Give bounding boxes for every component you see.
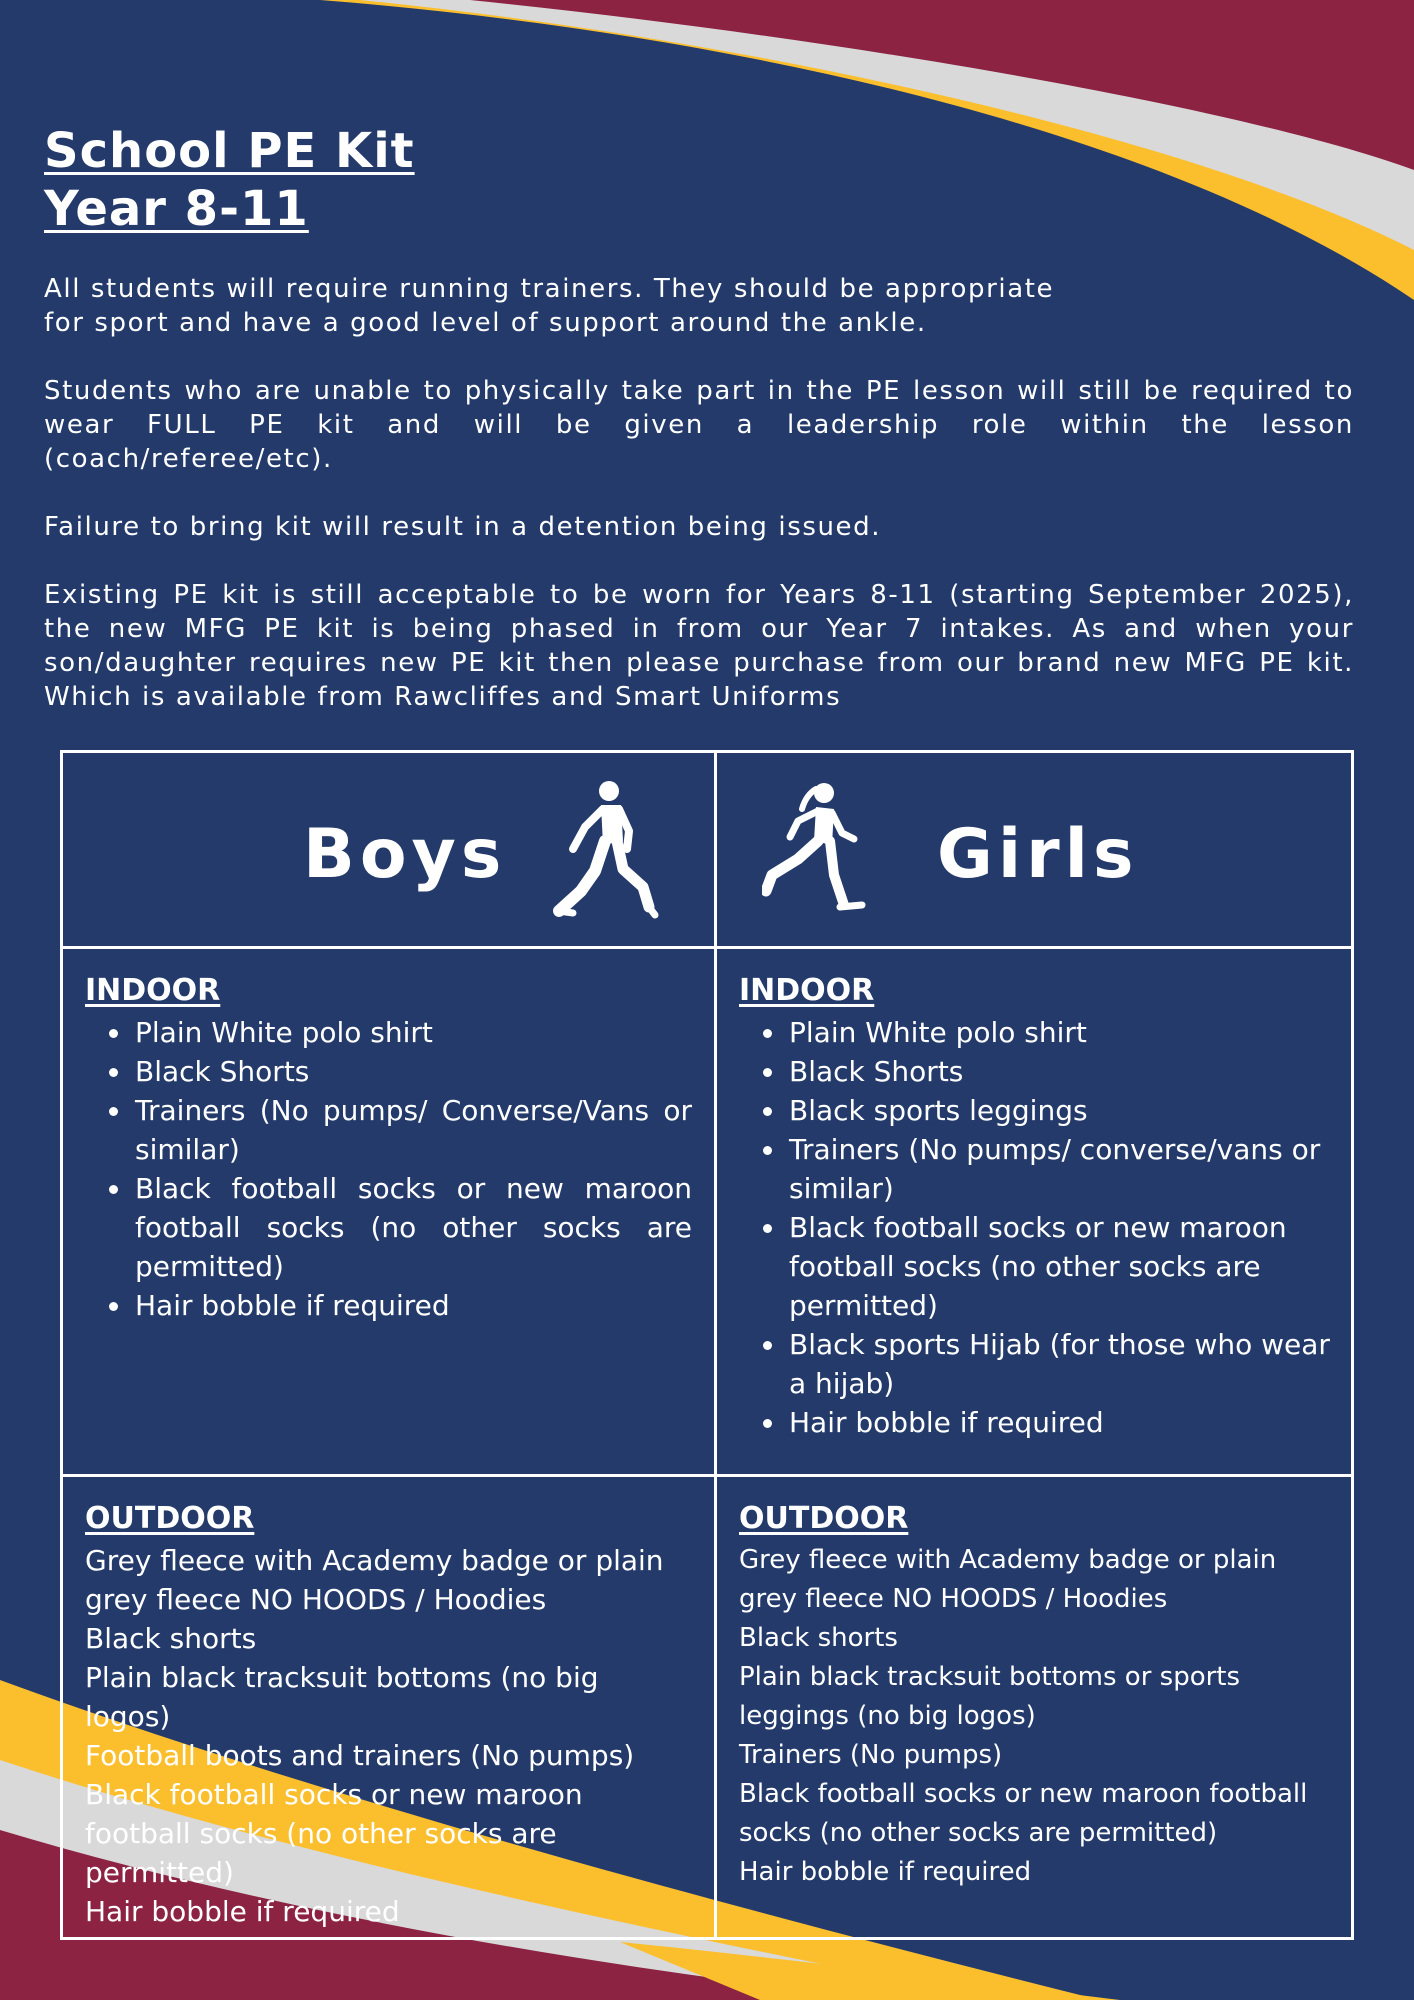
intro-paragraph-existing-kit: Existing PE kit is still acceptable to be worn for Years 8-11 (starting September 2025), the new MFG PE kit is being phased in from our Year 7 intakes. As and when your son/daughter requires new PE kit then please purchase from our brand new MFG PE kit. Which is available from Rawcliffes and Smart Uniforms — [44, 580, 1354, 712]
title-line-1: School PE Kit — [44, 123, 415, 179]
boys-outdoor-cell — [63, 1477, 717, 1937]
list-item: Grey fleece with Academy badge or plain grey fleece NO HOODS / Hoodies — [739, 1545, 1277, 1614]
boys-indoor-list — [85, 1013, 692, 1325]
list-item: • Black Shorts — [787, 1052, 1332, 1091]
boys-indoor-cell — [63, 949, 717, 1477]
list-item: Football boots and trainers (No pumps) — [85, 1739, 635, 1772]
list-item: • Black football socks or new maroon football socks (no other socks are permitted) — [133, 1169, 692, 1286]
list-item: • Trainers (No pumps/ Converse/Vans or similar) — [133, 1091, 692, 1169]
list-item: • Black sports Hijab (for those who wear a hijab) — [787, 1325, 1332, 1403]
boys-outdoor-list — [85, 1541, 692, 1931]
girls-label: Girls — [937, 815, 1139, 894]
kit-table — [60, 750, 1354, 1940]
list-item: Black shorts — [739, 1623, 898, 1653]
list-item: • Plain White polo shirt — [787, 1013, 1332, 1052]
girls-indoor-list — [739, 1013, 1332, 1442]
boys-label: Boys — [303, 815, 507, 894]
girls-outdoor-cell — [717, 1477, 1354, 1937]
girls-outdoor-list — [739, 1541, 1332, 1892]
running-man-icon — [551, 779, 661, 925]
list-item: • Black football socks or new maroon football socks (no other socks are permitted) — [787, 1208, 1332, 1325]
list-item: • Plain White polo shirt — [133, 1013, 692, 1052]
list-item: • Hair bobble if required — [133, 1286, 692, 1325]
intro-text — [44, 272, 1354, 748]
list-item: Plain black tracksuit bottoms (no big logos) — [85, 1661, 599, 1733]
running-woman-icon — [762, 779, 872, 925]
list-item: • Trainers (No pumps/ converse/vans or similar) — [787, 1130, 1332, 1208]
list-item: • Black sports leggings — [787, 1091, 1332, 1130]
list-item: Black shorts — [85, 1622, 257, 1655]
list-item: Hair bobble if required — [85, 1895, 400, 1928]
girls-indoor-title: INDOOR — [739, 973, 875, 1008]
list-item: • Hair bobble if required — [787, 1403, 1332, 1442]
boys-header-cell — [63, 753, 717, 949]
list-item: • Black Shorts — [133, 1052, 692, 1091]
page-title — [44, 122, 415, 238]
intro-paragraph-trainers: All students will require running trainers. They should be appropriate for sport and have a good level of support around the ankle. — [44, 274, 1055, 338]
intro-paragraph-detention: Failure to bring kit will result in a detention being issued. — [44, 512, 882, 542]
list-item: Black football socks or new maroon football socks (no other socks are permitted) — [739, 1779, 1308, 1848]
boys-indoor-title: INDOOR — [85, 973, 221, 1008]
girls-outdoor-title: OUTDOOR — [739, 1501, 909, 1536]
title-line-2: Year 8-11 — [44, 181, 309, 237]
list-item: Hair bobble if required — [739, 1857, 1032, 1887]
boys-outdoor-title: OUTDOOR — [85, 1501, 255, 1536]
list-item: Black football socks or new maroon football socks (no other socks are permitted) — [85, 1778, 583, 1889]
list-item: Grey fleece with Academy badge or plain grey fleece NO HOODS / Hoodies — [85, 1544, 664, 1616]
intro-paragraph-non-participants: Students who are unable to physically take part in the PE lesson will still be required to wear FULL PE kit and will be given a leadership role within the lesson (coach/referee/etc). — [44, 376, 1354, 474]
list-item: Plain black tracksuit bottoms or sports leggings (no big logos) — [739, 1662, 1241, 1731]
list-item: Trainers (No pumps) — [739, 1740, 1003, 1770]
girls-indoor-cell — [717, 949, 1354, 1477]
girls-header-cell — [717, 753, 1354, 949]
